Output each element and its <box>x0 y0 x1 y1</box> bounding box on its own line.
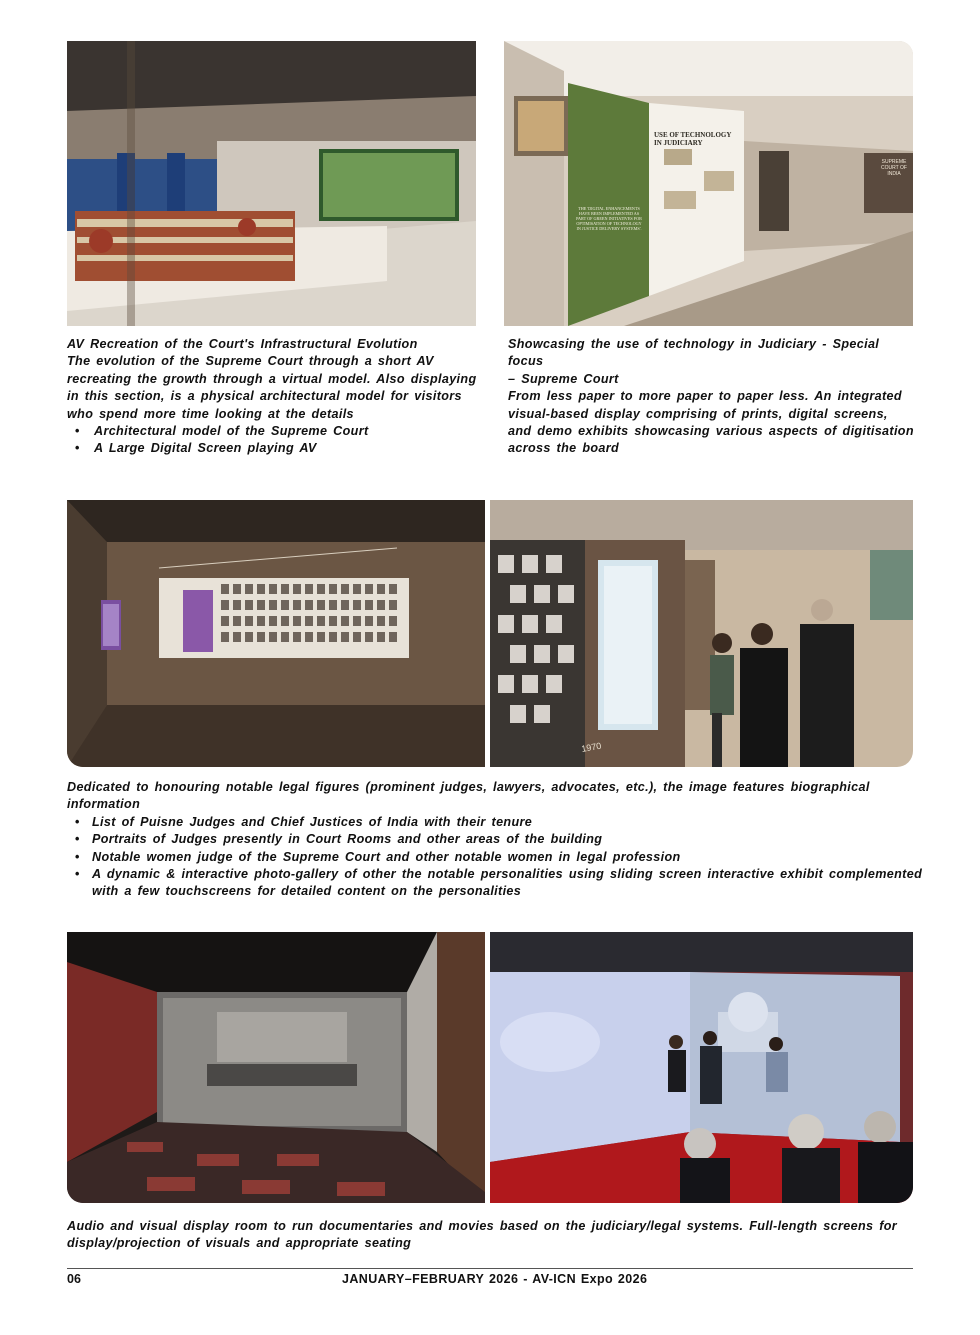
tech-side-sign: SUPREME COURT OF INDIA <box>881 159 907 177</box>
legal-figures-caption <box>67 779 927 901</box>
av-room-caption <box>67 1218 927 1253</box>
caption-line: recreating the growth through a virtual model. Also displaying <box>67 371 477 386</box>
caption-bullet: • List of Puisne Judges and Chief Justices of India with their tenure <box>67 814 927 831</box>
caption-line: and demo exhibits showcasing various aspects of digitisation <box>508 424 914 439</box>
year-label-1970: 1970 <box>580 740 603 754</box>
footer-divider <box>67 1268 913 1269</box>
caption-line: Audio and visual display room to run documentaries and movies based on the judiciary/legal systems. Full-length screens for <box>67 1219 898 1233</box>
caption-bullet: • A Large Digital Screen playing AV <box>67 440 477 457</box>
av-recreation-title: AV Recreation of the Court's Infrastructural Evolution <box>67 337 418 351</box>
caption-line: display/projection of visuals and appropriate seating <box>67 1236 412 1251</box>
caption-line: who spend more time looking at the details <box>67 406 354 421</box>
legal-figures-intro: Dedicated to honouring notable legal figures (prominent judges, lawyers, advocates, etc.), the image features biographical <box>67 780 870 794</box>
technology-title: Showcasing the use of technology in Judiciary - Special focus <box>508 337 880 369</box>
publication-footer: JANUARY–FEBRUARY 2026 - AV-ICN Expo 2026 <box>342 1272 648 1286</box>
av-room-render-photo <box>67 932 485 1203</box>
caption-bullet: • Portraits of Judges presently in Court Rooms and other areas of the building <box>67 831 927 848</box>
page-number: 06 <box>67 1272 81 1286</box>
technology-caption <box>508 336 918 458</box>
technology-title-cont: – Supreme Court <box>508 371 619 386</box>
caption-line: From less paper to more paper to paper less. An integrated <box>508 389 902 404</box>
caption-bullet: • Notable women judge of the Supreme Court and other notable women in legal profession <box>67 849 927 866</box>
caption-line: in this section, is a physical architectural model for visitors <box>67 389 462 404</box>
av-room-event-photo <box>490 932 913 1203</box>
tech-panel-title: USE OF TECHNOLOGY IN JUDICIARY <box>654 131 732 147</box>
caption-bullet: • Architectural model of the Supreme Court <box>67 423 477 440</box>
caption-line: visual-based display comprising of prints, digital screens, <box>508 406 888 421</box>
bullet-line: with a few touchscreens for detailed content on the personalities <box>92 884 522 899</box>
caption-bullet <box>67 866 927 901</box>
av-recreation-caption <box>67 336 477 458</box>
portrait-wall-render-photo <box>67 500 485 767</box>
technology-exhibit-photo <box>504 41 913 326</box>
caption-line: across the board <box>508 441 620 456</box>
caption-line: The evolution of the Supreme Court through a short AV <box>67 354 434 369</box>
court-model-photo <box>67 41 476 326</box>
bullet-line: A dynamic & interactive photo-gallery of other the notable personalities using sliding screen interactive exhibit complemented <box>92 867 923 882</box>
portrait-wall-visit-photo <box>490 500 913 767</box>
legal-figures-intro-cont: information <box>67 797 141 812</box>
tech-green-panel-text: THE 'DIGITAL ENHANCEMENTS HAVE BEEN IMPLEMENTED AS PART OF GREEN INITIATIVES FOR OPTIMISATION OF TECHNOLOGY IN JUSTICE DELIVERY SYSTEMS'. <box>576 206 642 231</box>
